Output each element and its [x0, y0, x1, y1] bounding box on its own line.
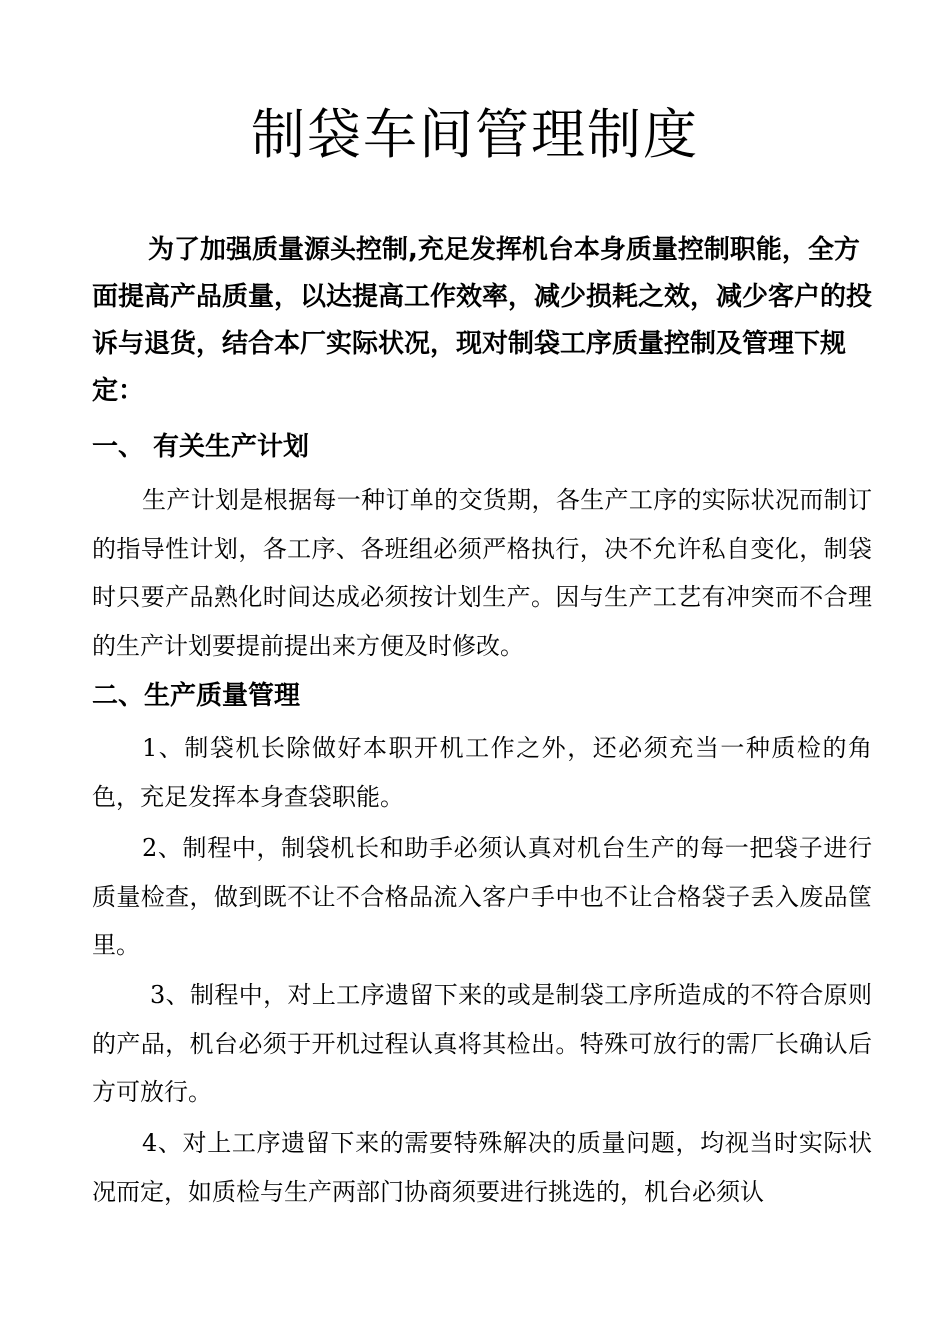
section-2-item-3: 3、制程中，对上工序遗留下来的或是制袋工序所造成的不符合原则的产品，机台必须于开机过程认真将其检出。特殊可放行的需厂长确认后方可放行。	[92, 981, 872, 1106]
section-2-item-2: 2、制程中，制袋机长和助手必须认真对机台生产的每一把袋子进行质量检查，做到既不让不合格品流入客户手中也不让合格袋子丢入废品筐里。	[92, 834, 872, 959]
document-title: 制袋车间管理制度	[251, 103, 699, 166]
intro-paragraph: 为了加强质量源头控制,充足发挥机台本身质量控制职能，全方面提高产品质量，以达提高工作效率，减少损耗之效，减少客户的投诉与退货，结合本厂实际状况，现对制袋工序质量控制及管理下规定：	[92, 235, 873, 406]
section-2-item-1: 1、制袋机长除做好本职开机工作之外，还必须充当一种质检的角色，充足发挥本身查袋职能。	[92, 734, 872, 811]
section-1-heading: 一、 有关生产计划	[92, 432, 310, 462]
section-1-body: 生产计划是根据每一种订单的交货期，各生产工序的实际状况而制订的指导性计划，各工序、各班组必须严格执行，决不允许私自变化，制袋时只要产品熟化时间达成必须按计划生产。因与生产工艺有冲突而不合理的生产计划要提前提出来方便及时修改。	[92, 486, 872, 660]
section-2-item-4: 4、对上工序遗留下来的需要特殊解决的质量问题，均视当时实际状况而定，如质检与生产两部门协商须要进行挑选的，机台必须认	[92, 1129, 872, 1206]
section-2-heading: 二、生产质量管理	[92, 681, 301, 711]
